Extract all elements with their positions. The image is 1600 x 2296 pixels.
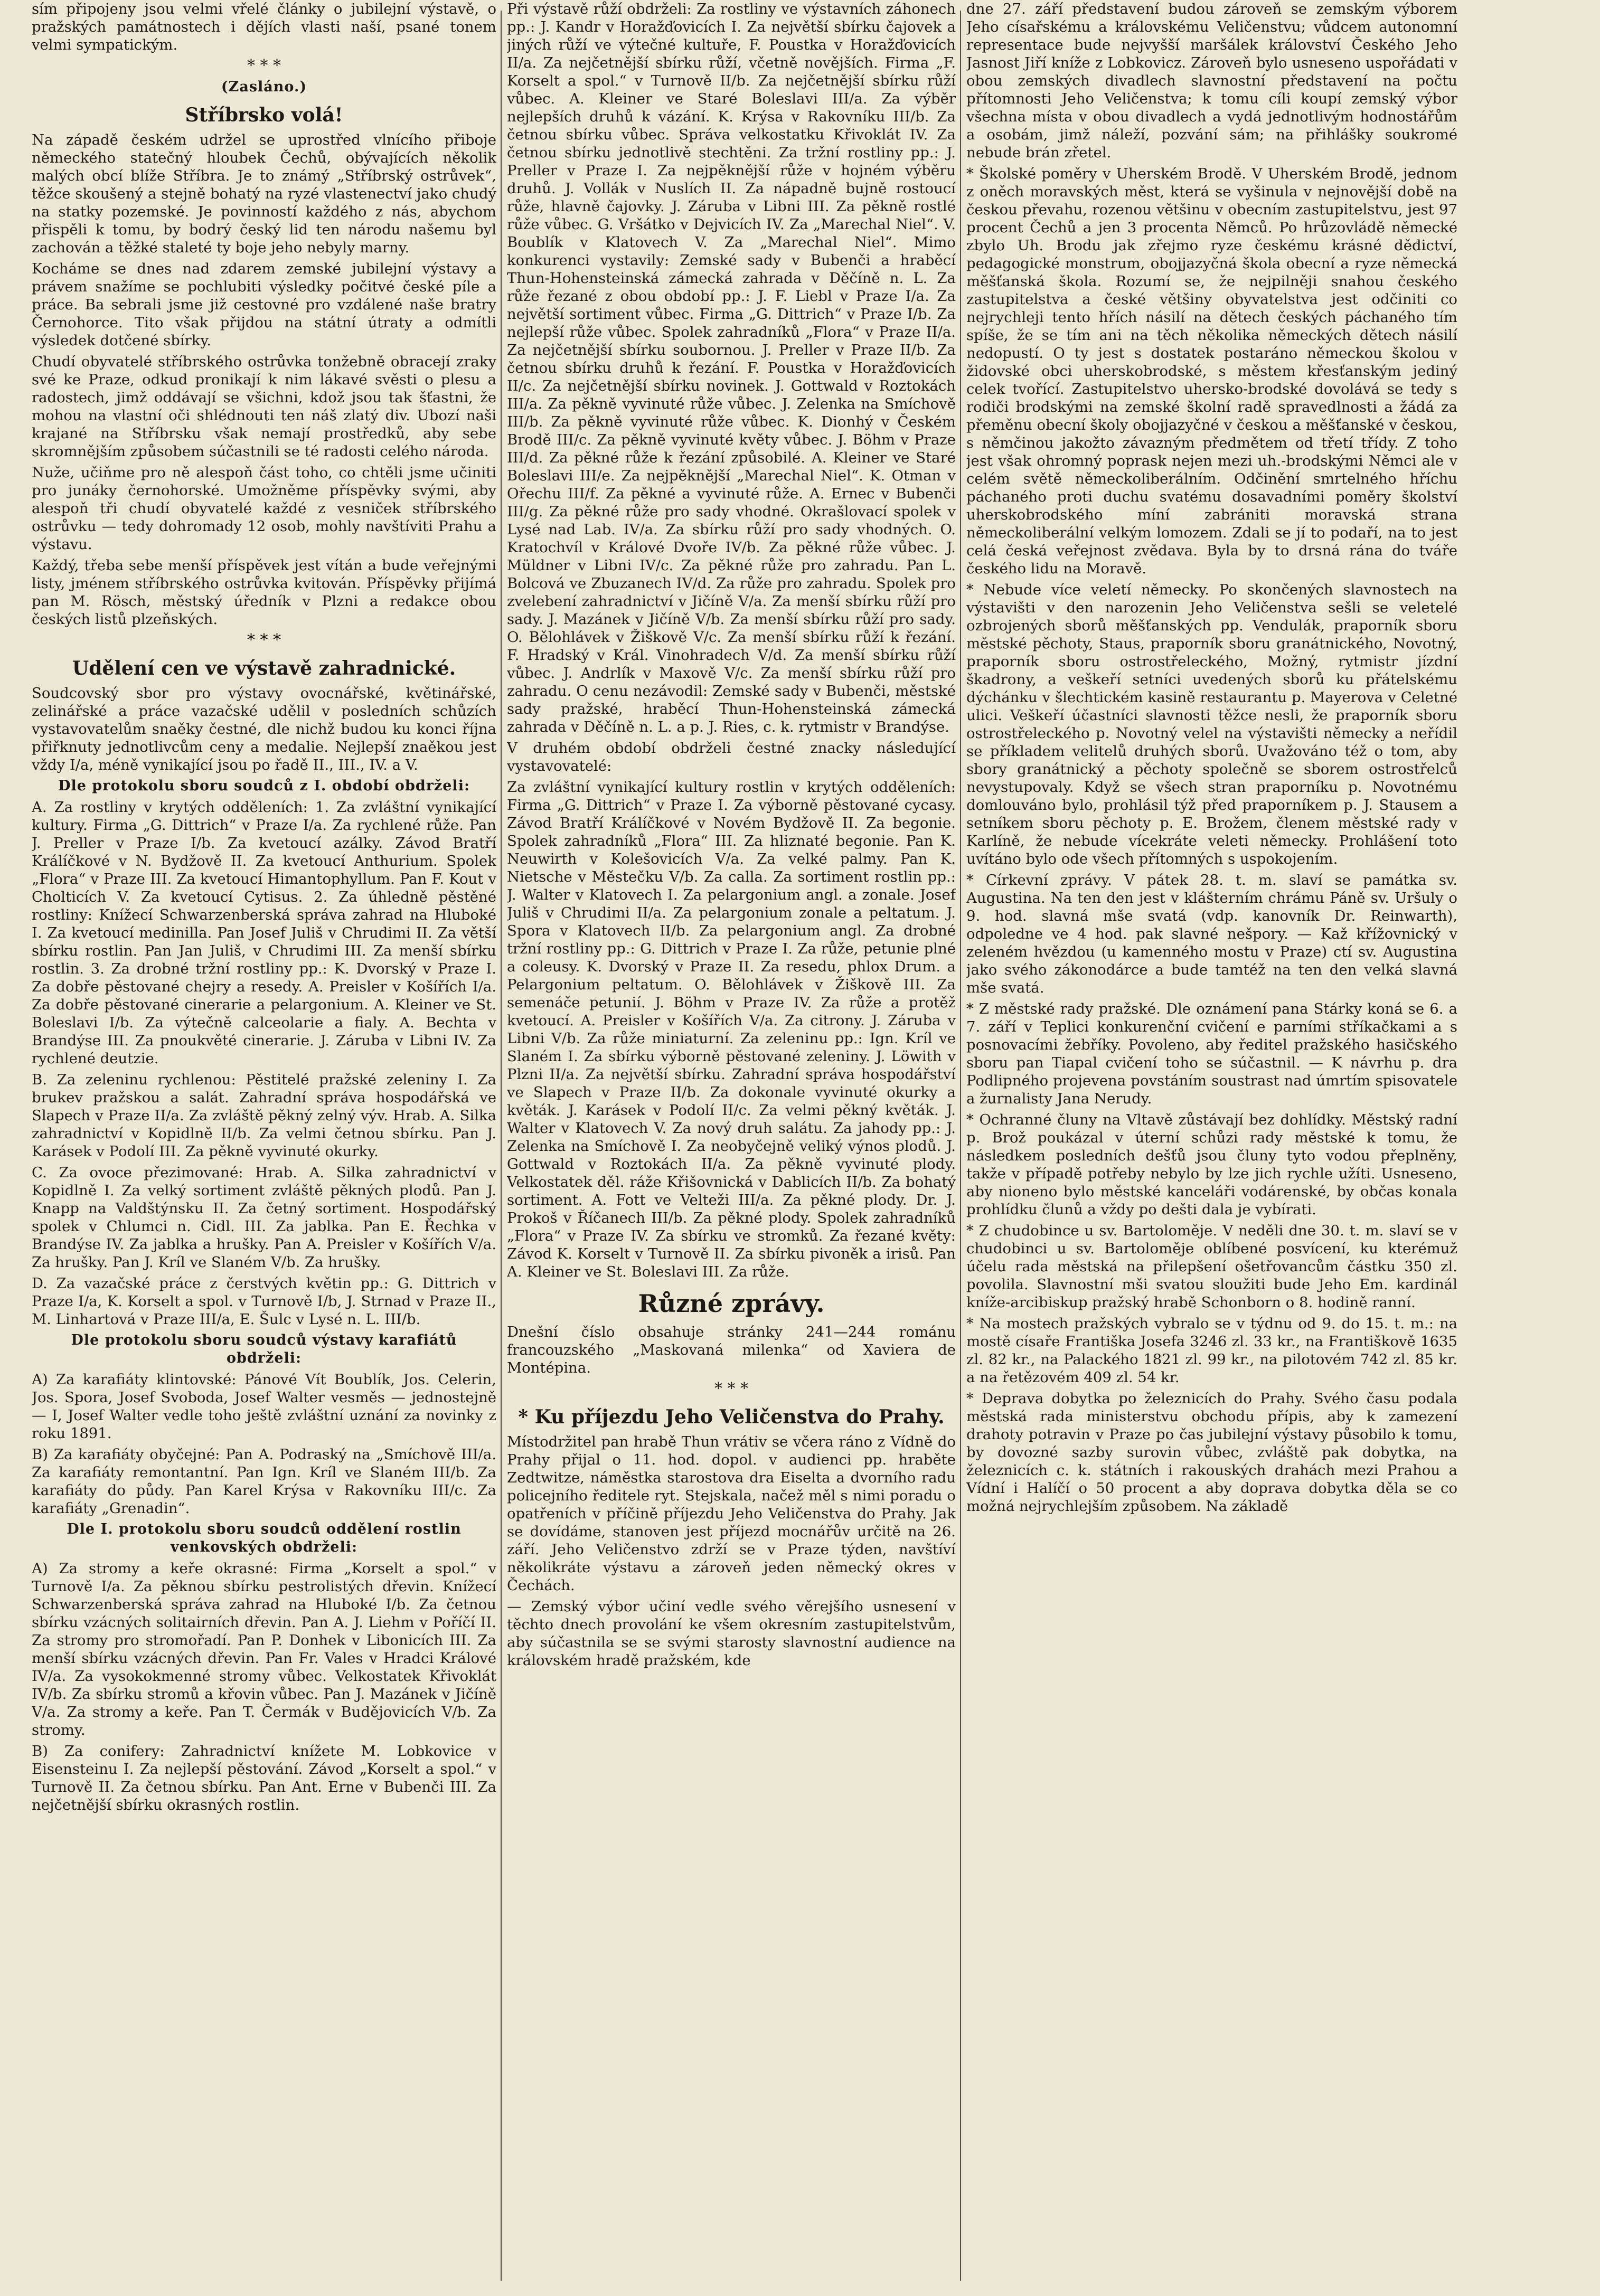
article-paragraph: * Církevní zprávy. V pátek 28. t. m. slaví se památka sv. Augustina. Na ten den jest v klášterním chrámu Páně sv. Uršuly o 9. hod. slavná mše svatá (vdp. kanovník Dr. Reinwarth), odpoledne ve 4 hod. pak slavné nešpory. — Kaž křížovnický v zeleném hvězdou (u kamenného mostu v Praze) ctí sv. Augustina jako svého zákonodárce a bude tamtéž na ten den velká slavná mše svatá. — [966, 872, 1457, 996]
article-paragraph: * Z městské rady pražské. Dle oznámení pana Stárky koná se 6. a 7. září v Teplici konkurenční cvičení e parními stříkačkami a s posnovacími žebříky. Povoleno, aby ředitel pražského hasičského sboru pan Tiapal cvičení toho se súčastnil. — K návrhu p. dra Podlipného projevena povstáním soustrast nad úmrtím spisovatele a žurnalisty Jana Nerudy. — [966, 1000, 1457, 1107]
article-paragraph: * Nebude více veletí německy. Po skončených slavnostech na výstavišti v den narozenin Jeho Veličenstva sešli se veletelé ozbrojených sborů měšťanských pp. Vendulák, praporník sboru městské pěchoty, Staus, praporník sboru granátnického, Novotný, praporník sboru ostrostřeleckého, Možný, rytmistr jízdní škadrony, a veškeří setníci uvedených sborů ku přátelskému dýchánku v šlechtickém kasině restaurantu p. Mayerova v Celetné ulici. Veškeří účastníci slavnosti těžce nesli, že praporník sboru ostrostřeleckého p. Novotný velel na výstavišti německy a neřídil se příkladem velitelů druhých sborů. Uvažováno též o tom, aby sbory granátnický a pěchoty společně se sborem ostrostřelců nevystupovaly. Když se všech stran praporníku p. Novotnému domlouváno bylo, prohlásil týž před praporníkem p. J. Stausem a setníkem sboru pěchoty p. E. Brožem, členem městské rady v Karlíně, že nebude vícekráte veleti německy. Prohlášení toto uvítáno bylo ode všech přítomných s uspokojením. — [966, 581, 1457, 867]
column-rule — [501, 11, 502, 2281]
section-subhead: Dle protokolu sboru soudců výstavy karafiátů obdrželi: — [71, 1332, 457, 1366]
column-middle — [507, 0, 956, 2296]
article-paragraph: Nuže, učiňme pro ně alespoň část toho, co chtěli jsme učiniti pro junáky černohorské. Umožněme příspěvky svými, aby alespoň tři chudí obyvatelé každé z vesniček stříbrského ostrůvku — tedy dohromady 12 osob, mohly navštíviti Prahu a výstavu. — [32, 464, 496, 553]
section-subhead: Dle protokolu sboru soudců z I. období obdrželi: — [58, 778, 470, 794]
article-paragraph: A) Za stromy a keře okrasné: Firma „Korselt a spol.“ v Turnově I/a. Za pěknou sbírku pestrolistých dřevin. Knížecí Schwarzenberská správa zahrad na Hluboké I/b. Za četnou sbírku vzácných solitairních dřevin. Pan A. J. Liehm v Poříčí II. Za stromy pro stromořadí. Pan P. Donhek v Libonicích III. Za menší sbírku vzácných dřevin. Pan Fr. Vales v Hradci Králové IV/a. Za vysokokmenné stromy vůbec. Velkostatek Křivoklát IV/b. Za sbírku stromů a křovin vůbec. Pan J. Mazánek v Jičíně V/a. Za stromy a keře. Pan T. Čermák v Budějovicích V/b. Za stromy. — [32, 1560, 496, 1738]
article-paragraph: * Deprava dobytka po železnicích do Prahy. Svého času podala městská rada ministerstvu obchodu přípis, aby k zamezení drahoty potravin v Praze po čas jubilejní výstavy působilo k tomu, by dovozné sazby surovin vůbec, zvláště pak dobytka, na železnicích c. k. státních i rakouských drahách mezi Prahou a Vídní i Halíčí o 50 procent a aby doprava dobytka děla se co možná nejrychlejším způsobem. Na základě — [966, 1390, 1457, 1515]
column-rule — [960, 11, 961, 2281]
separator-stars: * * * — [247, 56, 281, 75]
article-paragraph: * Na mostech pražských vybralo se v týdnu od 9. do 15. t. m.: na mostě císaře Františka Josefa 3246 zl. 33 kr., na Františkově 1635 zl. 82 kr., na Palackého 1821 zl. 99 kr., na pilotovém 742 zl. 85 kr. a na řetězovém 409 zl. 54 kr. — [966, 1315, 1457, 1386]
article-paragraph: D. Za vazačské práce z čerstvých květin pp.: G. Dittrich v Praze I/a, K. Korselt a spol. v Turnově I/b, J. Strnad v Praze II., M. Linhartová v Praze III/a, E. Šulc v Lysé n. L. III/b. — [32, 1275, 496, 1328]
separator-stars: * * * — [714, 1380, 749, 1398]
article-paragraph: Při výstavě růží obdrželi: Za rostliny ve výstavních záhonech pp.: J. Kandr v Horažďovicích I. Za největší sbírku čajovek a jiných růží ve výtečné kultuře, F. Poustka v Horažďovicích II/a. Za nejčetnější sbírku růží, včetně novějších. Firma „F. Korselt a spol.“ v Turnově II/b. Za nejčetnější sbírku růží vůbec. A. Kleiner ve Staré Boleslavi III/a. Za výběr nejlepších druhů k vázání. K. Krýsa v Rakovníku III/b. Za četnou sbírku vůbec. Správa velkostatku Křivoklát IV. Za četnou sbírku jednotlivě stechtěni. Za tržní rostliny pp.: J. Preller v Praze I. Za nejpěknější růže v hojném výběru druhů. J. Vollák v Nuslích II. Za nápadně bujně rostoucí růže, hlavně čajovky. J. Záruba v Libni III. Za pěkně rostlé růže vůbec. G. Vršátko v Dejvicích IV. Za „Marechal Niel“. V. Boublík v Klatovech V. Za „Marechal Niel“. Mimo konkurenci vystavily: Zemské sady v Bubenči a hraběcí Thun-Hohensteinská zámecká zahrada v Děčíně n. L. Za růže řezané z obou období pp.: J. F. Liebl v Praze I/a. Za největší sortiment vůbec. Firma „G. Dittrich“ v Praze I/b. Za nejlepší růže vůbec. Spolek zahradníků „Flora“ v Praze II/a. Za nejčetnější sbírku soubornou. J. Preller v Praze II/b. Za četnou sbírku druhů k řezání. F. Poustka v Horažďovicích II/c. Za nejčetnější sbírku novinek. J. Gottwald v Roztokách III/a. Za pěkně vyvinuté růže vůbec. J. Zelenka na Smíchově III/b. Za pěkně vyvinuté růže vůbec. K. Dionhý v Českém Brodě III/c. Za pěkně vyvinuté květy vůbec. J. Böhm v Praze III/d. Za pěkné růže k řezání způsobilé. A. Kleiner ve Staré Boleslavi III/e. Za nejpěknější „Marechal Niel“. K. Otman v Ořechu III/f. Za pěkné a vyvinuté růže. A. Ernec v Bubenči III/g. Za pěkné růže pro sady vhodné. Okrašlovací spolek v Lysé nad Lab. IV/a. Za sbírku růží pro sady vhodných. O. Kratochvíl v Králové Dvoře IV/b. Za pěkné růže vůbec. J. Müldner v Libni IV/c. Za pěkné růže pro zahradu. Pan L. Bolcová ve Zbuzanech IV/d. Za růže pro zahradu. Spolek pro zvelebení zahradnictví v Jičíně V/a. Za menší sbírku růží pro sady. J. Mazánek v Jičíně V/b. Za menší sbírku růží pro sady. O. Bělohlávek v Žiškově V/c. Za menší sbírku růží k řezání. F. Hradský v Král. Vinohradech V/d. Za menší sbírku růží vůbec. J. Andrlík v Maxově V/c. Za menší sbírku růží pro zahradu. O cenu nezávodil: Zemské sady v Bubenči, městské sady pražské, hraběcí Thun-Hohensteinská zámecká zahrada v Děčíně n. L. a p. J. Ries, c. k. rytmistr v Brandýse. — [507, 1, 956, 735]
article-paragraph: * Z chudobince u sv. Bartoloměje. V neděli dne 30. t. m. slaví se v chudobinci u sv. Bartoloměje oblíbené posvícení, ku kterémuž účelu rada městská na přilepšení ošetřovancům částku 350 zl. povolila. Slavnostní mši svatou sloužiti bude Jeho Em. kardinál kníže-arcibiskup pražský hrabě Schonborn o 8. hodině ranní. — [966, 1222, 1457, 1311]
article-paragraph: Za zvláštní vynikající kultury rostlin v krytých odděleních: Firma „G. Dittrich“ v Praze I. Za výborně pěstované cycasy. Závod Bratří Králíčkové v Novém Bydžově II. Za begonie. Spolek zahradníků „Flora“ III. Za hliznaté begonie. Pan K. Neuwirth v Kolešovicích V/a. Za velké palmy. Pan K. Nietsche v Městečku V/b. Za calla. Za sortiment rostlin pp.: J. Walter v Klatovech I. Za pelargonium angl. a zonale. Josef Juliš v Chrudimi II/a. Za pelargonium zonale a peltatum. J. Spora v Klatovech II/b. Za pelargonium angl. Za drobné tržní rostliny pp.: G. Dittrich v Praze I. Za růže, petunie plné a coleusy. K. Dvorský v Praze II. Za resedu, phlox Drum. a Pelargonium peltatum. O. Bělohlávek v Žiškově III. Za semenáče petunií. J. Böhm v Praze IV. Za růže a protěž kvetoucí. A. Preisler v Košířích V/a. Za citrony. J. Záruba v Libni V/b. Za růže miniaturní. Za zeleninu pp.: Ign. Kríl ve Slaném I. Za sbírku výborně pěstované zeleniny. J. Löwith v Plzni II/a. Za největší sbírku. Zahradní správa hospodářství ve Slapech v Praze II/b. Za dokonale vyvinuté okurky a květák. J. Karásek v Podolí II/c. Za velmi pěkný květák. J. Walter v Klatovech V. Za nový druh salátu. Za jahody pp.: J. Zelenka na Smíchově I. Za neobyčejně veliký výnos plodů. J. Gottwald v Roztokách II/a. Za pěkně vyvinuté plody. Velkostatek děl. ráže Křišovnická v Dablicích II/b. Za bohatý sortiment. A. Fott ve Velteži III/a. Za pěkné plody. Dr. J. Prokoš v Říčanech III/b. Za pěkné plody. Spolek zahradníků „Flora“ v Praze IV. Za sbírku ve stromků. Za řezané květy: Závod K. Korselt v Turnově II. Za sbírku pivoněk a irisů. Pan A. Kleiner ve St. Boleslavi III. Za růže. — [507, 779, 956, 1280]
section-subhead: Dle I. protokolu sboru soudců oddělení rostlin venkovských obdrželi: — [67, 1521, 462, 1555]
separator-stars: * * * — [247, 631, 281, 649]
intro-paragraph: sím připojeny jsou velmi vřelé články o jubilejní výstavě, o pražských památnostech i dějích vlasti naší, psané tonem velmi sympatickým. — [32, 1, 496, 53]
article-paragraph: B) Za conifery: Zahradnictví knížete M. Lobkovice v Eisensteinu I. Za nejlepší pěstování. Závod „Korselt a spol.“ v Turnově II. Za četnou sbírku. Pan Ant. Erne v Bubenči III. Za nejčetnější sbírku okrasných rostlin. — [32, 1743, 496, 1813]
article-paragraph: Soudcovský sbor pro výstavy ovocnářské, květinářské, zelinářské a práce vazačské udělil v posledních schůzích vystavovatelům snaěky čestné, dle nichž budou ku konci října přiřknuty jednotlivcům ceny a medalie. Nejlepší znaěkou jest vždy I/a, méně vynikající jsou po řadě II., III., IV. a V. — [32, 685, 496, 773]
article-paragraph: A) Za karafiáty klintovské: Pánové Vít Boublík, Jos. Celerin, Jos. Spora, Josef Svoboda, Josef Walter vesměs — jednostejně — I, Josef Walter vedle toho ještě zvláštní uznání za novinky z roku 1891. — [32, 1371, 496, 1442]
article-paragraph: A. Za rostliny v krytých odděleních: 1. Za zvláštní vynikající kultury. Firma „G. Dittrich“ v Praze I/a. Za rychlené růže. Pan J. Preller v Praze I/b. Za kvetoucí azálky. Závod Bratří Králíčkové v N. Bydžově II. Za kvetoucí Anthurium. Spolek „Flora“ v Praze III. Za kvetoucí Himantophyllum. Pan F. Kout v Cholticích V. Za kvetoucí Cytisus. 2. Za úhledně pěstěné rostliny: Knížecí Schwarzenberská správa zahrad na Hluboké I. Za kvetoucí medinilla. Pan Josef Juliš v Chrudimi II. Za větší sbírku rostlin. Pan Jan Juliš, v Chrudimi III. Za menší sbírku rostlin. 3. Za drobné tržní rostliny pp.: K. Dvorský v Praze I. Za dobře pěstované chejry a resedy. A. Preisler v Košířích I/a. Za dobře pěstované cinerarie a pelargonium. A. Kleiner ve St. Boleslavi I/b. Za výtečně calceolarie a fialy. A. Bechta v Brandýse III. Za pnoukvěté cinerarie. J. Záruba v Libni IV. Za rychlené deutzie. — [32, 799, 496, 1067]
headline-stribrsko: Stříbrsko volá! — [185, 104, 343, 126]
article-paragraph: * Školské poměry v Uherském Brodě. V Uherském Brodě, jednom z oněch moravských měst, která se vyšinula v nejnovější době na českou převahu, rozenou většinu v obecním zastupitelstvu, jest 97 procent Čechů a jen 3 procenta Němců. Po hrůzovládě německé zbylo Uh. Brodu jak zřejmo ryze českému krásné dědictví, pedagogické monstrum, obojjazyčná škola obecní a ryze německá měšťanská škola. Rozumí se, že nejpilněji snahou českého zastupitelstva a české většiny obyvatelstva jest odčiniti co nejrychleji tento hřích násilí na dětech českých páchaného tím spíše, že se tím ani na těch několika německých dětech násilí nedopustí. O ty jest s dostatek postaráno německou školou v židovské obci uherskobrodské, s městem křesťanským jediný celek tvořící. Zastupitelstvo uhersko-brodské dovolává se tedy s rodiči brodskými na zemské školní radě spravedlnosti a žádá za přeměnu obecní školy obojjazyčné v českou a měšťanské v českou, s němčinou jakožto závazným předmětem od třetí třídy. Z toho jest však ohromný poprask nejen mezi uh.-brodskými Němci ale v celém světě německoliberálním. Odčinění smrtelného hříchu páchaného proti duchu svatému dosavadními poměry školství uherskobrodského míní zabrániti moravská strana německoliberální velkým lomozem. Zdali se jí to podaří, na to jest celá česká veřejnost zvědava. Byla by to drsná rána do tváře českého lidu na Moravě. — [966, 165, 1457, 577]
article-paragraph: V druhém období obdrželi čestné znacky následující vystavovatelé: — [507, 740, 956, 774]
article-paragraph: Na západě českém udržel se uprostřed vlnícího přiboje německého statečný hloubek Čechů, obývajících několik malých obcí blíže Stříbra. Je to známý „Stříbrský ostrůvek“, těžce skoušený a stejně bohatý na ryzé vlastenectví jako chudý na statky pozemské. Je povinností každého z nás, abychom přispěli k tomu, by bodrý český lid ten národu našemu byl zachován a těžké staleté ty boje jeho nebyly marny. — [32, 131, 496, 256]
article-paragraph: — Zemský výbor učiní vedle svého věrejšího usnesení v těchto dnech provolání ke všem okresním zastupitelstvům, aby súčastnila se se svými starosty slavnostní audience na královském hradě pražském, kde — [507, 1598, 956, 1669]
column-left — [32, 0, 496, 2296]
headline-ruzne-zpravy: Různé zprávy. — [638, 1289, 825, 1318]
headline-udeleni-cen: Udělení cen ve výstavě zahradnické. — [72, 657, 456, 679]
column-right — [966, 0, 1457, 2296]
article-paragraph: Místodržitel pan hrabě Thun vrátiv se včera ráno z Vídně do Prahy přijal o 11. hod. dopol. v audienci pp. hraběte Zedtwitze, náměstka starostova dra Eiselta a dvorního radu policejního ředitele ryt. Stejskala, načež měl s nimi poradu o opatřeních v příčině příjezdu Jeho Veličenstva do Prahy. Jak se dovídáme, stanoven jest příjezd mocnářův určitě na 26. září. Jeho Veličenstvo zdrží se v Praze týden, navštíví několikráte výstavu a zároveň jeden německý okres v Čechách. — [507, 1433, 956, 1594]
article-paragraph: Chudí obyvatelé stříbrského ostrůvka tonžebně obracejí zraky své ke Praze, odkud pronikají k nim lákavé svěsti o plesu a radostech, jimž oddávají se všichni, kdož jsou tak šťastni, že mohou na vlastní oči shlédnouti ten náš zlatý div. Ubozí naši krajané na Stříbrsku však nemají prostředků, aby sebe skromnějším způsobem súčastnili se té radosti celého národa. — [32, 353, 496, 460]
article-paragraph: Kocháme se dnes nad zdarem zemské jubilejní výstavy a právem snažíme se pochlubiti výsledky počitvé české píle a práce. Ba sebrali jsme již cestovné pro vzdálené naše bratry Černohorce. Tito však přijdou na státní útraty a odmítli výsledek dotčené sbírky. — [32, 260, 496, 349]
article-paragraph: * Ochranné čluny na Vltavě zůstávají bez dohlídky. Městský radní p. Brož poukázal v úterní schůzi rady městské k tomu, že následkem posledních dešťů jsou čluny tyto vodou přeplněny, takže v případě potřeby nebylo by lze jich rychle užíti. Usneseno, aby nioneno bylo městské kanceláři vodárenské, by občas konala prohlídku člunů a vždy po dešti dala je vybírati. — [966, 1111, 1457, 1218]
article-paragraph: dne 27. září představení budou zároveň se zemským výborem Jeho císařskému a královskému Veličenstvu; vůdcem autonomní representace bude nejvyšší maršálek království Českého Jeho Jasnost Jiří kníže z Lobkovicz. Zároveň bylo usneseno uspořádati v obou zemských divadlech slavnostní představení na počtu přítomnosti Jeho Veličenstva; k tomu cíli koupí zemský výbor všechna místa v obou divadlech a vydá jednotlivým hodnostářům a osobám, jimž náleží, pozvání sám; na přihlášky soukromé nebude brán zřetel. — [966, 1, 1457, 161]
article-paragraph: Každý, třeba sebe menší příspěvek jest vítán a bude veřejnými listy, jménem stříbrského ostrůvka kvitován. Příspěvky přijímá pan M. Rösch, městský úředník v Plzni a redakce obou českých listů plzeňských. — [32, 557, 496, 628]
article-paragraph: B) Za karafiáty obyčejné: Pan A. Podraský na „Smíchově III/a. Za karafiáty remontantní. Pan Ign. Kríl ve Slaném III/b. Za karafiáty do půdy. Pan Karel Krýsa v Rakovníku III/c. Za karafiáty „Grenadin“. — [32, 1446, 496, 1517]
article-paragraph: Dnešní číslo obsahuje stránky 241—244 románu francouzského „Maskovaná milenka“ od Xaviera de Montépina. — [507, 1324, 956, 1376]
article-paragraph: B. Za zeleninu rychlenou: Pěstitelé pražské zeleniny I. Za brukev pražskou a salát. Zahradní správa hospodářská ve Slapech v Praze II/a. Za zvláště pěkný zelný výv. Hrab. A. Silka zahradnictví v Kopidlně II/b. Za velmi četnou sbírku. Pan J. Karásek v Podolí III. Za pěkně vyvinuté okurky. — [32, 1071, 496, 1160]
headline-prijezd: * Ku příjezdu Jeho Veličenstva do Prahy. — [518, 1406, 945, 1428]
article-paragraph: C. Za ovoce přezimované: Hrab. A. Silka zahradnictví v Kopidlně I. Za velký sortiment zvláště pěkných plodů. Pan J. Knapp na Valdštýnsku II. Za četný sortiment. Hospodářský spolek v Chlumci n. Cidl. III. Za jablka. Pan E. Řechka v Brandýse IV. Za jablka a hrušky. Pan A. Preisler v Košířích V/a. Za hrušky. Pan J. Kríl ve Slaném V/b. Za hrušky. — [32, 1164, 496, 1271]
zaslano-label: (Zasláno.) — [221, 79, 307, 95]
